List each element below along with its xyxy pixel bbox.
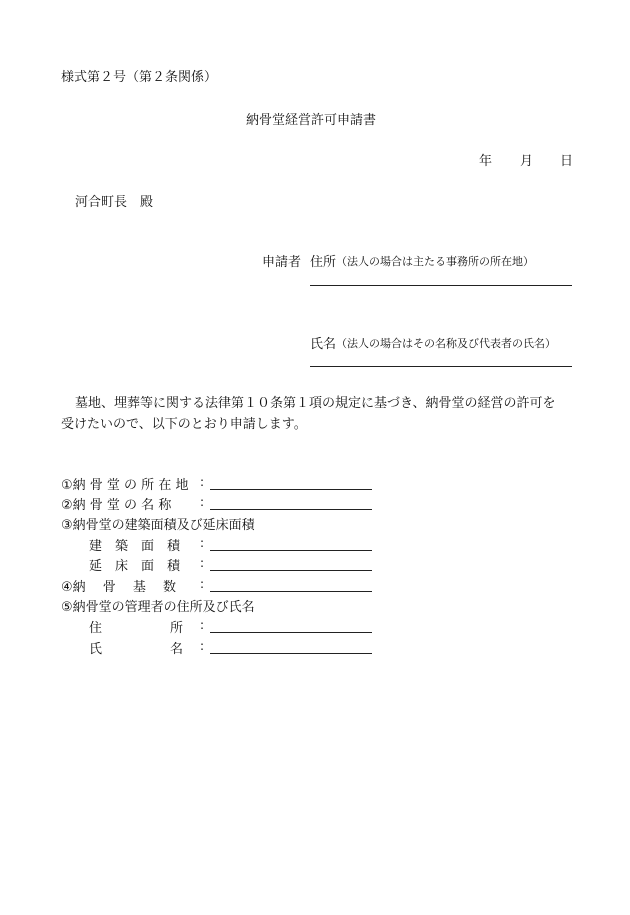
date-day-label: 日 — [560, 154, 574, 169]
field-manager-name-label-1: 氏 — [89, 642, 103, 657]
field-capacity-input[interactable] — [210, 591, 372, 592]
addressee: 河合町長 殿 — [75, 195, 154, 210]
name-signature-line[interactable] — [310, 366, 572, 367]
field-area-heading: ③納骨堂の建築面積及び延床面積 — [61, 518, 255, 533]
colon: : — [200, 495, 205, 509]
date-year-label: 年 — [479, 154, 493, 169]
field-name-label: ②納 骨 堂 の 名 称 — [61, 498, 172, 513]
field-building-area-input[interactable] — [210, 550, 372, 551]
colon: : — [200, 536, 205, 550]
field-manager-address-label-1: 住 — [89, 621, 103, 636]
date-month-label: 月 — [520, 154, 534, 169]
address-signature-line[interactable] — [310, 285, 572, 286]
name-label: 氏名 — [310, 337, 337, 352]
document-title: 納骨堂経営許可申請書 — [246, 113, 377, 128]
name-note: （法人の場合はその名称及び代表者の氏名） — [336, 337, 556, 350]
body-line-2: 受けたいので、以下のとおり申請します。 — [61, 417, 307, 432]
field-location-label: ①納 骨 堂 の 所 在 地 — [61, 478, 189, 493]
field-manager-address-label-2: 所 — [170, 621, 184, 636]
form-number: 様式第２号（第２条関係） — [61, 70, 218, 85]
field-manager-address-input[interactable] — [210, 632, 372, 633]
address-label: 住所 — [310, 255, 337, 270]
colon: : — [200, 475, 205, 489]
field-floor-area-label: 延 床 面 積 — [89, 559, 181, 574]
colon: : — [200, 639, 205, 653]
field-name-input[interactable] — [210, 509, 372, 510]
field-manager-heading: ⑤納骨堂の管理者の住所及び氏名 — [61, 600, 255, 615]
field-manager-name-label-2: 名 — [170, 642, 184, 657]
colon: : — [200, 556, 205, 570]
colon: : — [200, 618, 205, 632]
field-location-input[interactable] — [210, 489, 372, 490]
address-note: （法人の場合は主たる事務所の所在地） — [336, 255, 534, 268]
applicant-label: 申請者 — [262, 255, 302, 270]
field-manager-name-input[interactable] — [210, 653, 372, 654]
colon: : — [200, 577, 205, 591]
field-capacity-label: ④納 骨 基 数 — [61, 580, 177, 595]
body-line-1: 墓地、埋葬等に関する法律第１０条第１項の規定に基づき、納骨堂の経営の許可を — [75, 396, 556, 411]
field-building-area-label: 建 築 面 積 — [89, 539, 181, 554]
field-floor-area-input[interactable] — [210, 570, 372, 571]
